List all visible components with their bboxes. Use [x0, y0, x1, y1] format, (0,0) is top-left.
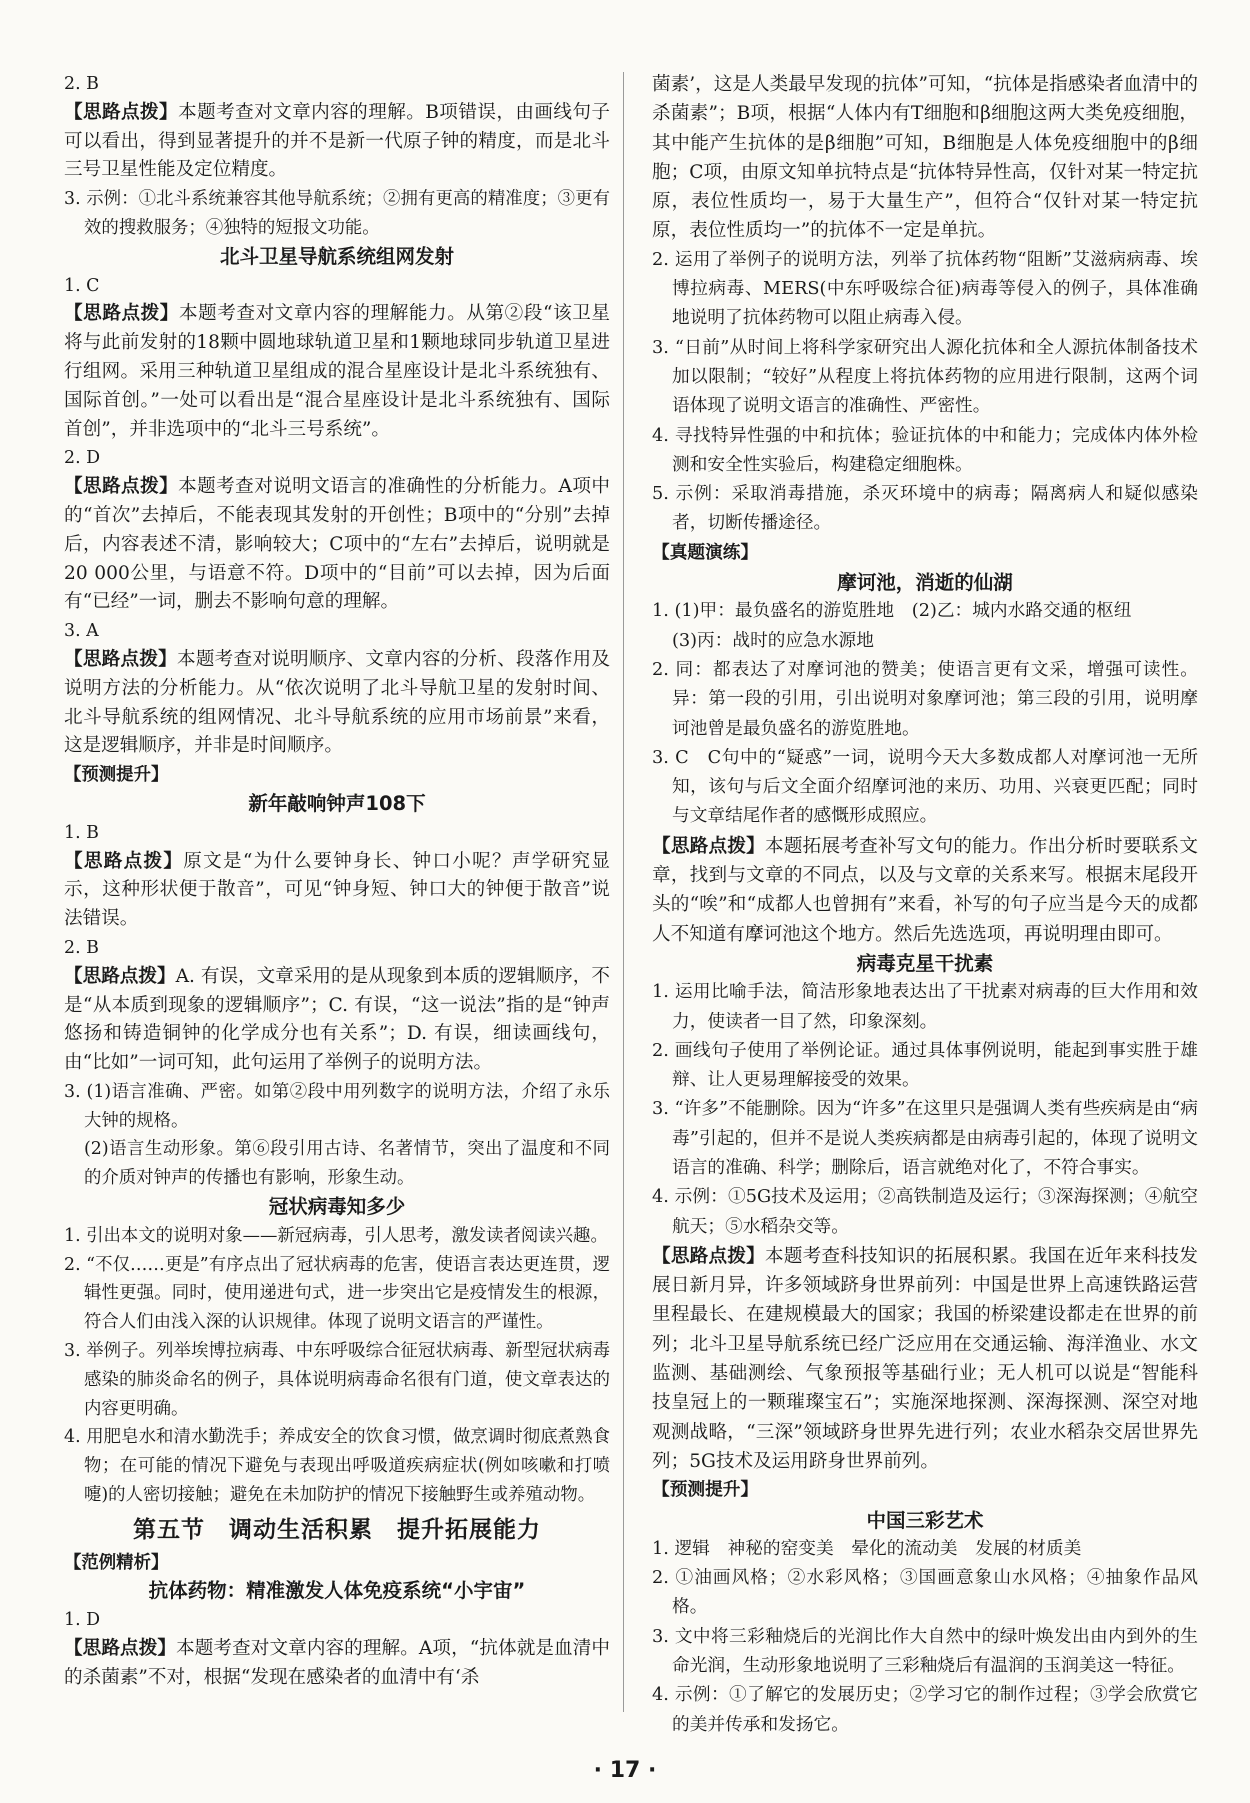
analysis-label: 【思路点拨】	[64, 101, 179, 123]
analysis-label: 【思路点拨】	[652, 1245, 766, 1267]
analysis-note	[64, 848, 610, 934]
analysis-label: 【思路点拨】	[64, 1638, 177, 1660]
category-tag: 【预测提升】	[652, 1480, 759, 1501]
answer-item: 3. 文中将三彩釉烧后的光润比作大自然中的绿叶焕发出由内到外的生命光润，生动形象地说明了三彩釉烧后有温润的玉润美这一特征。	[652, 1626, 1198, 1677]
answer-item: 2. B	[64, 74, 99, 94]
analysis-text: 本题考查对文章内容的理解能力。从第②段“该卫星将与此前发射的18颗中圆地球轨道卫星和1颗地球同步轨道卫星进行组网。采用三种轨道卫星组成的混合星座设计是北斗系统独有、国际首创。”一处可以看出是“混合星座设计是北斗系统独有、国际首创”，并非选项中的“北斗三号系统”。	[64, 303, 610, 440]
answer-subitem: (3)丙：战时的应急水源地	[672, 630, 874, 651]
analysis-text: 原文是“为什么要钟身长、钟口小呢？声学研究显示，这种形状便于散音”，可见“钟身短、钟口大的钟便于散音”说法错误。	[64, 850, 610, 930]
category-tag: 【真题演练】	[652, 542, 759, 563]
section-title: 冠状病毒知多少	[268, 1195, 406, 1219]
answer-item: 1. B	[64, 822, 99, 843]
analysis-label: 【思路点拨】	[652, 835, 766, 857]
analysis-note-continued: 菌素’，这是人类最早发现的抗体”可知，“抗体是指感染者血清中的杀菌素”；B项，根据“人体内有T细胞和β细胞这两大类免疫细胞，其中能产生抗体的是β细胞”可知，B细胞是人体免疫细胞中的β细胞；C项，由原文知单抗特点是“抗体特异性高，仅针对某一特定抗原，表位性质均一，易于大量生产”，但符合“仅针对某一特定抗原，表位性质均一”的抗体不一定是单抗。	[652, 74, 1198, 242]
answer-item: 3. (1)语言准确、严密。如第②段中用列数字的说明方法，介绍了永乐大钟的规格。	[64, 1081, 610, 1131]
column-divider	[623, 72, 624, 1712]
analysis-label: 【思路点拨】	[64, 476, 179, 498]
analysis-note	[64, 300, 610, 444]
analysis-note	[64, 963, 610, 1078]
answer-item: 2. 画线句子使用了举例论证。通过具体事例说明，能起到事实胜于雄辩、让人更易理解接受的效果。	[652, 1040, 1198, 1091]
answer-item: 1. (1)甲：最负盛名的游览胜地 (2)乙：城内水路交通的枢纽	[652, 601, 1132, 622]
answer-item: 1. C	[64, 275, 100, 296]
answer-item: 3. 示例：①北斗系统兼容其他导航系统；②拥有更高的精准度；③更有效的搜救服务；④独特的短报文功能。	[64, 189, 610, 238]
answer-item: 4. 示例：①了解它的发展历史；②学习它的制作过程；③学会欣赏它的美并传承和发扬它。	[652, 1685, 1198, 1735]
answer-item: 3. A	[64, 621, 99, 642]
answer-item: 1. 逻辑 神秘的窑变美 晕化的流动美 发展的材质美	[652, 1538, 1082, 1559]
answer-item: 3. 举例子。列举埃博拉病毒、中东呼吸综合征冠状病毒、新型冠状病毒感染的肺炎命名的例子，具体说明病毒命名很有门道，使文章表达的内容更明确。	[64, 1341, 610, 1419]
answer-item: 4. 寻找特异性强的中和抗体；验证抗体的中和能力；完成体内体外检测和安全性实验后，构建稳定细胞株。	[652, 425, 1198, 475]
analysis-note	[652, 1242, 1198, 1476]
right-column	[652, 70, 1198, 1740]
analysis-label: 【思路点拨】	[64, 850, 184, 872]
answer-item: 4. 示例：①5G技术及运用；②高铁制造及运行；③深海探测；④航空航天；⑤水稻杂交等。	[652, 1187, 1198, 1237]
section-title: 北斗卫星导航系统组网发射	[219, 244, 454, 268]
section-title: 中国三彩艺术	[866, 1508, 984, 1532]
section-title: 摩诃池，消逝的仙湖	[837, 571, 1013, 595]
analysis-text: 本题拓展考查补写文句的能力。作出分析时要联系文章，找到与文章的不同点，以及与文章的关系来写。根据末尾段开头的“唉”和“成都人也曾拥有”来看，补写的句子应当是今天的成都人不知道有摩诃池这个地方。然后先选选项，再说明理由即可。	[652, 835, 1198, 945]
category-tag: 【范例精析】	[64, 1552, 169, 1573]
analysis-text: 本题考查对说明文语言的准确性的分析能力。A项中的“首次”去掉后，不能表现其发射的开创性；B项中的“分别”去掉后，内容表述不清，影响较大；C项中的“左右”去掉后，说明就是20 000公里，与语意不符。D项中的“目前”可以去掉，因为后面有“已经”一词，删去不影响句意的理解。	[64, 476, 610, 613]
analysis-note	[64, 473, 610, 617]
page-number: · 17 ·	[593, 1758, 657, 1783]
analysis-note	[64, 99, 610, 185]
left-column	[64, 70, 610, 1693]
analysis-label: 【思路点拨】	[64, 303, 179, 325]
section-title: 病毒克星干扰素	[856, 951, 994, 975]
answer-item: 3. C C句中的“疑惑”一词，说明今天大多数成都人对摩诃池一无所知，该句与后文全面介绍摩诃池的来历、功用、兴衰更匹配；同时与文章结尾作者的感慨形成照应。	[652, 747, 1198, 827]
answer-item: 2. 同：都表达了对摩诃池的赞美；使语言更有文采，增强可读性。异：第一段的引用，引出说明对象摩诃池；第三段的引用，说明摩诃池曾是最负盛名的游览胜地。	[652, 659, 1198, 739]
analysis-note	[64, 646, 610, 761]
answer-item: 1. 运用比喻手法，简洁形象地表达出了干扰素对病毒的巨大作用和效力，使读者一目了然，印象深刻。	[652, 982, 1198, 1032]
chapter-heading: 第五节 调动生活积累 提升拓展能力	[133, 1516, 541, 1543]
answer-item: 2. B	[64, 937, 99, 958]
analysis-label: 【思路点拨】	[64, 648, 178, 670]
answer-item: 1. D	[64, 1610, 101, 1631]
answer-item: 4. 用肥皂水和清水勤洗手；养成安全的饮食习惯，做烹调时彻底煮熟食物；在可能的情况下避免与表现出呼吸道疾病症状(例如咳嗽和打喷嚏)的人密切接触；避免在未加防护的情况下接触野生或养殖动物。	[64, 1427, 610, 1506]
section-title: 新年敲响钟声108下	[248, 791, 426, 815]
answer-item: 2. “不仅……更是”有序点出了冠状病毒的危害，使语言表达更连贯，逻辑性更强。同时，使用递进句式，进一步突出它是疫情发生的根源，符合人们由浅入深的认识规律。体现了说明文语言的严谨性。	[64, 1254, 610, 1333]
answer-item: 2. D	[64, 448, 101, 469]
answer-item: 3. “许多”不能删除。因为“许多”在这里只是强调人类有些疾病是由“病毒”引起的，但并不是说人类疾病都是由病毒引起的，体现了说明文语言的准确、科学；删除后，语言就绝对化了，不符合事实。	[652, 1099, 1198, 1178]
analysis-note	[64, 1635, 610, 1693]
answer-item: 5. 示例：采取消毒措施，杀灭环境中的病毒；隔离病人和疑似感染者，切断传播途径。	[652, 484, 1198, 534]
answer-item: 1. 引出本文的说明对象——新冠病毒，引人思考，激发读者阅读兴趣。	[64, 1225, 608, 1246]
category-tag: 【预测提升】	[64, 765, 169, 786]
analysis-text: A. 有误，文章采用的是从现象到本质的逻辑顺序，不是“从本质到现象的逻辑顺序”；C. 有误，“这一说法”指的是“钟声悠扬和铸造铜钟的化学成分也有关系”；D. 有误，细读画线句，由“比如”一词可知，此句运用了举例子的说明方法。	[64, 965, 610, 1074]
analysis-text: 本题考查科技知识的拓展积累。我国在近年来科技发展日新月异，许多领域跻身世界前列：中国是世界上高速铁路运营里程最长、在建规模最大的国家；我国的桥梁建设都走在世界的前列；北斗卫星导航系统已经广泛应用在交通运输、海洋渔业、水文监测、基础测绘、气象预报等基础行业；无人机可以说是“智能科技皇冠上的一颗璀璨宝石”；实施深地探测、深海探测、深空对地观测战略，“三深”领域跻身世界先进行列；农业水稻杂交居世界先列；5G技术及运用跻身世界前列。	[652, 1245, 1198, 1472]
answer-item: 2. ①油画风格；②水彩风格；③国画意象山水风格；④抽象作品风格。	[652, 1568, 1198, 1618]
analysis-text: 本题考查对文章内容的理解。B项错误，由画线句子可以看出，得到显著提升的并不是新一代原子钟的精度，而是北斗三号卫星性能及定位精度。	[64, 101, 610, 181]
analysis-text: 本题考查对文章内容的理解。A项，“抗体就是血清中的杀菌素”不对，根据“发现在感染者的血清中有‘杀	[64, 1638, 610, 1688]
analysis-label: 【思路点拨】	[64, 965, 176, 987]
answer-subitem: (2)语言生动形象。第⑥段引用古诗、名著情节，突出了温度和不同的介质对钟声的传播也有影响，形象生动。	[84, 1139, 610, 1189]
section-title: 抗体药物：精准激发人体免疫系统“小宇宙”	[148, 1579, 526, 1603]
answer-item: 2. 运用了举例子的说明方法，列举了抗体药物“阻断”艾滋病病毒、埃博拉病毒、MERS(中东呼吸综合征)病毒等侵入的例子，具体准确地说明了抗体药物可以阻止病毒入侵。	[652, 249, 1198, 329]
analysis-text: 本题考查对说明顺序、文章内容的分析、段落作用及说明方法的分析能力。从“依次说明了北斗导航卫星的发射时间、北斗导航系统的组网情况、北斗导航系统的应用市场前景”来看，这是逻辑顺序，并非是时间顺序。	[64, 648, 610, 757]
analysis-note	[652, 832, 1198, 949]
answer-item: 3. “日前”从时间上将科学家研究出人源化抗体和全人源抗体制备技术加以限制；“较好”从程度上将抗体药物的应用进行限制，这两个词语体现了说明文语言的准确性、严密性。	[652, 337, 1198, 417]
